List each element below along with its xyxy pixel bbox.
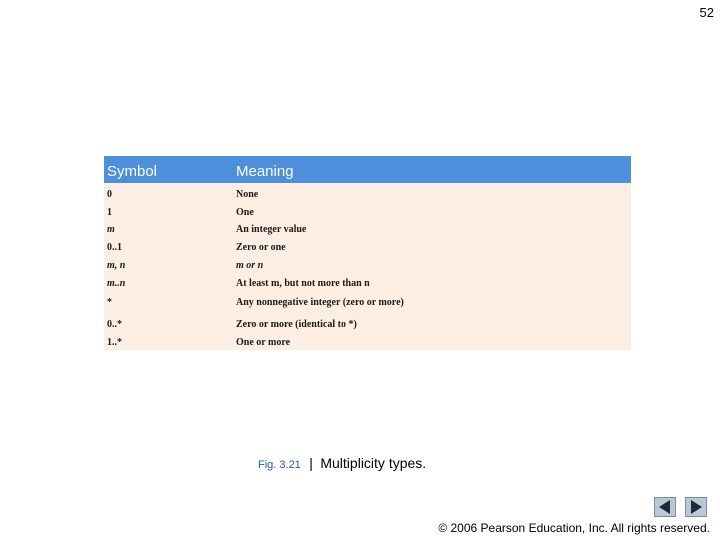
caption-separator: | xyxy=(309,455,313,471)
symbol-cell: m xyxy=(107,224,115,235)
symbol-cell: 1..* xyxy=(107,337,122,348)
triangle-right-icon xyxy=(686,498,706,516)
meaning-cell: None xyxy=(236,189,259,200)
figure-caption xyxy=(258,455,426,473)
symbol-cell: 1 xyxy=(107,207,112,218)
meaning-cell: Any nonnegative integer (zero or more) xyxy=(236,297,404,308)
previous-slide-button[interactable] xyxy=(654,497,676,517)
symbol-cell: 0 xyxy=(107,189,112,200)
header-symbol: Symbol xyxy=(107,163,158,180)
symbol-cell: 0..* xyxy=(107,319,122,330)
next-slide-button[interactable] xyxy=(685,497,707,517)
meaning-cell: Zero or more (identical to *) xyxy=(236,319,357,330)
symbol-cell: * xyxy=(107,297,112,308)
header-meaning: Meaning xyxy=(236,163,294,180)
page-number: 52 xyxy=(699,5,714,20)
meaning-cell: One xyxy=(236,207,254,218)
figure-label: Fig. 3.21 xyxy=(258,459,301,471)
meaning-cell: An integer value xyxy=(236,224,307,235)
symbol-cell: m, n xyxy=(107,260,126,271)
meaning-cell: Zero or one xyxy=(236,242,286,253)
meaning-cell: m or n xyxy=(236,260,264,271)
symbol-cell: 0..1 xyxy=(107,242,122,253)
meaning-cell: One or more xyxy=(236,337,291,348)
meaning-cell: At least m, but not more than n xyxy=(236,278,370,289)
copyright-notice: © 2006 Pearson Education, Inc. All rights reserved. xyxy=(438,521,710,535)
figure-title: Multiplicity types. xyxy=(320,455,427,471)
multiplicity-table xyxy=(104,156,631,350)
table-header xyxy=(104,156,631,183)
symbol-cell: m..n xyxy=(107,278,126,289)
triangle-left-icon xyxy=(655,498,675,516)
